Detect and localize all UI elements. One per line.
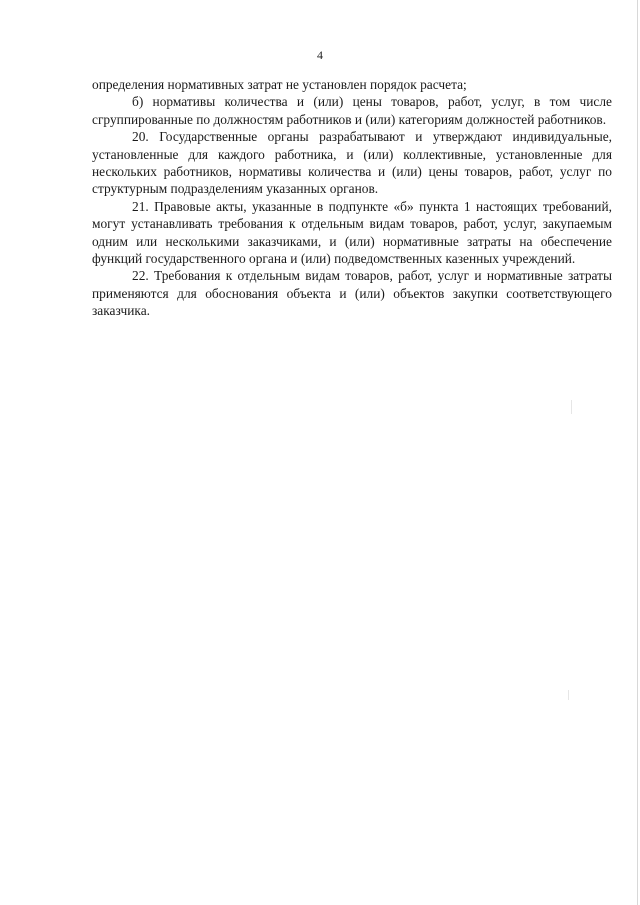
paragraph-continuation: определения нормативных затрат не установлен порядок расчета;	[92, 77, 467, 92]
paragraph-20: 20. Государственные органы разрабатывают и утверждают индивидуальные, установленные для каждого работника, и (или) коллективные, установленные для нескольких работников, нормативы количества и (или) цены товаров, работ, услуг по структурным подразделениям указанных органов.	[92, 129, 612, 197]
scan-edge-line	[637, 0, 638, 905]
page-number: 4	[317, 48, 323, 62]
scan-artifact	[571, 400, 572, 414]
paragraph-21: 21. Правовые акты, указанные в подпункте «б» пункта 1 настоящих требований, могут устанавливать требования к отдельным видам товаров, работ, услуг, закупаемым одним или несколькими заказчиками, и (или) нормативные затраты на обеспечение функций государственного органа и (или) подведомственных казенных учреждений.	[92, 198, 612, 267]
scan-artifact	[568, 690, 569, 700]
document-body	[92, 76, 612, 320]
paragraph-item-b: б) нормативы количества и (или) цены товаров, работ, услуг, в том числе сгруппированные по должностям работников и (или) категориям должностей работников.	[92, 94, 612, 127]
paragraph-22: 22. Требования к отдельным видам товаров, работ, услуг и нормативные затраты применяются для обоснования объекта и (или) объектов закупки соответствующего заказчика.	[92, 268, 612, 319]
